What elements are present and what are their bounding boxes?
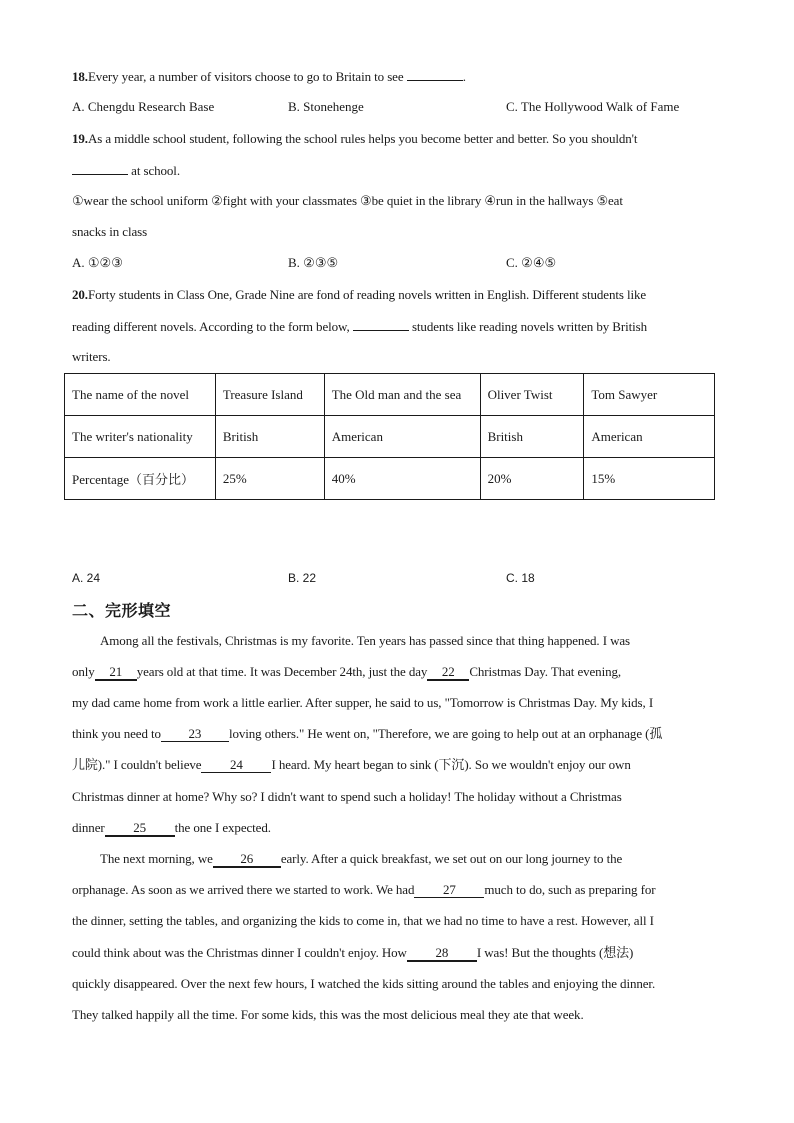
table-cell: British <box>480 416 584 458</box>
passage-text: dinner <box>72 820 105 835</box>
passage-line: Among all the festivals, Christmas is my favorite. Ten years has passed since that thing happened. I was <box>100 633 630 648</box>
passage-text: orphanage. As soon as we arrived there we started to work. We had <box>72 882 415 897</box>
passage-text: 儿院)." I couldn't believe <box>72 757 202 772</box>
passage-line: They talked happily all the time. For some kids, this was the most delicious meal they ate that week. <box>72 1007 584 1022</box>
question-18 <box>72 67 466 86</box>
question-20-line3: writers. <box>72 349 111 364</box>
answer-blank[interactable] <box>72 161 128 175</box>
passage-text: could think about was the Christmas dinner I couldn't enjoy. How <box>72 945 407 960</box>
question-text: students like reading novels written by British <box>408 319 647 334</box>
question-19 <box>72 130 637 148</box>
table-row <box>65 458 715 500</box>
cloze-blank-23[interactable]: 23 <box>161 727 229 742</box>
passage-text: years old at that time. It was December 24th, just the day <box>136 664 428 679</box>
passage-text: early. After a quick breakfast, we set out on our long journey to the <box>280 851 623 866</box>
passage-line: my dad came home from work a little earlier. After supper, he said to us, "Tomorrow is Christmas Day. My kids, I <box>72 695 654 710</box>
table-cell: The writer's nationality <box>65 416 216 458</box>
passage-text: the one I expected. <box>174 820 271 835</box>
table-cell: 40% <box>324 458 480 500</box>
option-a[interactable]: A. 24 <box>72 571 101 585</box>
table-cell: Oliver Twist <box>480 374 584 416</box>
option-c[interactable]: C. ②④⑤ <box>506 255 557 270</box>
table-cell: The Old man and the sea <box>324 374 480 416</box>
answer-blank[interactable] <box>407 67 463 81</box>
question-number: 19. <box>72 131 88 146</box>
answer-blank[interactable] <box>353 317 409 331</box>
passage-line: the dinner, setting the tables, and organizing the kids to come in, that we had no time to have a rest. However, all I <box>72 913 654 928</box>
option-b[interactable]: B. ②③⑤ <box>288 255 339 270</box>
cloze-blank-25[interactable]: 25 <box>105 821 175 837</box>
question-text: Every year, a number of visitors choose to go to Britain to see <box>87 69 404 84</box>
question-19-line2 <box>72 161 180 180</box>
table-cell: Tom Sawyer <box>584 374 715 416</box>
question-text: at school. <box>128 163 180 178</box>
passage-text: I heard. My heart began to sink (下沉). So we wouldn't enjoy our own <box>271 757 631 772</box>
section-title: 二、完形填空 <box>72 601 172 620</box>
table-row <box>65 416 715 458</box>
passage-text: I was! But the thoughts (想法) <box>476 945 634 960</box>
passage-text: only <box>72 664 95 679</box>
table-cell: Treasure Island <box>215 374 324 416</box>
passage-text: The next morning, we <box>100 851 213 866</box>
passage-text: loving others." He went on, "Therefore, we are going to help out at an orphanage (孤 <box>228 726 663 741</box>
option-b[interactable]: B. Stonehenge <box>288 99 364 114</box>
passage-line: Christmas dinner at home? Why so? I didn't want to spend such a holiday! The holiday without a Christmas <box>72 789 622 804</box>
table-cell: The name of the novel <box>65 374 216 416</box>
table-cell: 20% <box>480 458 584 500</box>
option-a[interactable]: A. ①②③ <box>72 255 123 270</box>
option-a[interactable]: A. Chengdu Research Base <box>72 99 215 114</box>
passage-line <box>72 881 655 899</box>
question-20-line2 <box>72 317 647 336</box>
table-row <box>65 374 715 416</box>
choices-line: ①wear the school uniform ②fight with your classmates ③be quiet in the library ④run in the hallways ⑤eat <box>72 193 623 208</box>
cloze-blank-28[interactable]: 28 <box>407 946 477 962</box>
passage-text: Christmas Day. That evening, <box>469 664 622 679</box>
question-number: 20. <box>72 287 88 302</box>
table-cell: 25% <box>215 458 324 500</box>
passage-line <box>72 944 633 962</box>
option-b[interactable]: B. 22 <box>288 571 317 585</box>
option-c[interactable]: C. The Hollywood Walk of Fame <box>506 99 680 114</box>
question-text: As a middle school student, following the school rules helps you become better and better. So you shouldn't <box>87 131 638 146</box>
passage-line <box>72 725 662 743</box>
choices-line: snacks in class <box>72 224 148 239</box>
table-cell: Percentage（百分比） <box>65 458 216 500</box>
passage-line <box>72 756 631 774</box>
cloze-blank-26[interactable]: 26 <box>213 852 281 868</box>
question-text: Forty students in Class One, Grade Nine are fond of reading novels written in English. Different students like <box>87 287 647 302</box>
question-text: reading different novels. According to the form below, <box>72 319 350 334</box>
table-cell: American <box>584 416 715 458</box>
passage-line <box>72 663 621 681</box>
option-c[interactable]: C. 18 <box>506 571 535 585</box>
cloze-blank-27[interactable]: 27 <box>414 883 484 898</box>
table-cell: 15% <box>584 458 715 500</box>
question-end: . <box>462 69 466 84</box>
cloze-blank-22[interactable]: 22 <box>427 665 469 681</box>
question-20 <box>72 286 646 304</box>
table-cell: American <box>324 416 480 458</box>
passage-text: think you need to <box>72 726 161 741</box>
passage-line <box>72 819 271 837</box>
cloze-blank-24[interactable]: 24 <box>201 758 271 773</box>
passage-line: quickly disappeared. Over the next few hours, I watched the kids sitting around the tables and enjoying the dinner. <box>72 976 656 991</box>
passage-text: much to do, such as preparing for <box>484 882 656 897</box>
table-cell: British <box>215 416 324 458</box>
question-number: 18. <box>72 69 88 84</box>
passage-line <box>100 850 622 868</box>
cloze-blank-21[interactable]: 21 <box>95 665 137 681</box>
novel-table <box>64 373 715 500</box>
